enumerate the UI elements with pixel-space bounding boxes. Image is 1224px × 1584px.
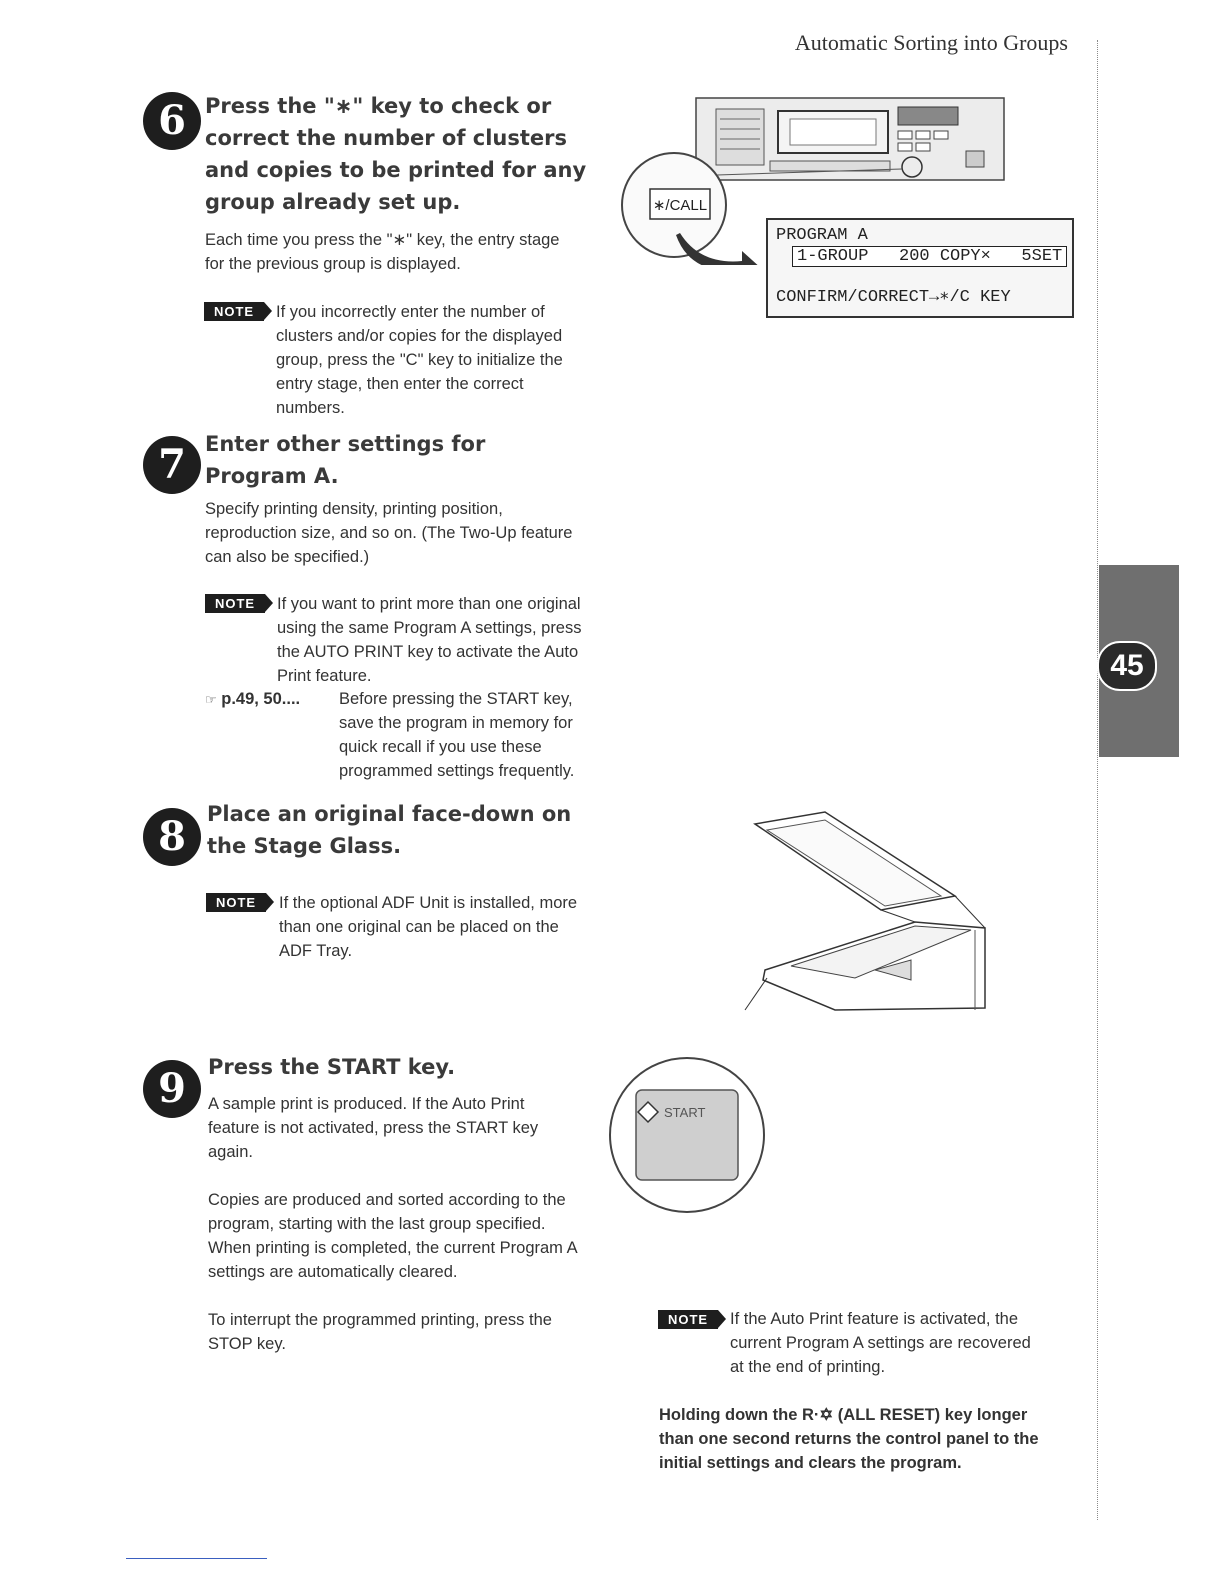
note-line: ADF Tray. [279,942,353,960]
note-line: the AUTO PRINT key to activate the Auto [277,643,579,661]
page-reference [205,687,335,712]
note-line: If the Auto Print feature is activated, the [730,1310,1019,1328]
step-6-number: 6 [143,92,201,150]
body-line: for the previous group is displayed. [205,255,461,273]
note-line: clusters and/or copies for the displayed [276,327,563,345]
step-9-number: 9 [143,1060,201,1118]
title-line: the Stage Glass. [207,834,402,858]
title-line: Press the START key. [208,1055,456,1079]
step-6-title [205,90,625,218]
running-header: Automatic Sorting into Groups [794,30,1068,55]
tip-line: Holding down the R·✡ (ALL RESET) key longer [659,1406,1028,1424]
ref-line: Before pressing the START key, [339,690,573,708]
title-line: Press the "∗" key to check or [205,94,552,118]
title-line: group already set up. [205,190,461,214]
reference-pages: p.49, 50 [221,690,282,708]
note-line: If you incorrectly enter the number of [276,303,545,321]
reference-dots: .... [281,690,301,708]
title-line: Place an original face-down on [207,802,572,826]
step-6-note [276,300,636,420]
step-9-body-3 [208,1308,628,1356]
note-line: current Program A settings are recovered [730,1334,1031,1352]
step-8-number: 8 [143,808,201,866]
body-line: reproduction size, and so on. (The Two-Up feature [205,524,573,542]
body-line: again. [208,1143,253,1161]
body-line: When printing is completed, the current Program A [208,1239,578,1257]
step-9-note [730,1307,1080,1379]
title-line: Program A. [205,464,339,488]
title-line: Enter other settings for [205,432,486,456]
body-line: Each time you press the "∗" key, the entry stage [205,231,560,249]
title-line: and copies to be printed for any [205,158,587,182]
body-line: Specify printing density, printing position, [205,500,503,518]
body-line: can also be specified.) [205,548,370,566]
step-7-title [205,428,625,492]
tip-line: than one second returns the control panel to the [659,1430,1039,1448]
lcd-line-2: 1-GROUP 200 COPY× 5SET [792,246,1067,267]
note-line: using the same Program A settings, press [277,619,582,637]
step-9-body-2 [208,1188,628,1284]
start-key-label: START [664,1105,706,1120]
body-line: STOP key. [208,1335,286,1353]
note-label: NOTE [205,594,273,613]
note-line: entry stage, then enter the correct [276,375,524,393]
note-label: NOTE [658,1310,726,1329]
ref-line: programmed settings frequently. [339,762,575,780]
tip-line: initial settings and clears the program. [659,1454,962,1472]
note-line: numbers. [276,399,345,417]
note-label: NOTE [206,893,274,912]
body-line: settings are automatically cleared. [208,1263,458,1281]
step-7-body [205,497,635,569]
title-line: correct the number of clusters [205,126,568,150]
page-number-badge: 45 [1097,641,1157,691]
body-line: Copies are produced and sorted according to the [208,1191,566,1209]
margin-divider [1097,40,1098,1520]
step-8-title [207,798,627,862]
lcd-line-1: PROGRAM A [776,226,868,245]
body-line: feature is not activated, press the START key [208,1119,539,1137]
start-key-illustration [606,1054,768,1216]
note-line: than one original can be placed on the [279,918,559,936]
step-6-body [205,228,625,276]
note-line: Print feature. [277,667,372,685]
step-7-number: 7 [143,436,201,494]
all-reset-tip [659,1403,1069,1475]
stage-glass-illustration [735,810,1000,1015]
body-line: A sample print is produced. If the Auto Print [208,1095,525,1113]
call-key-label: ∗/CALL [652,197,708,214]
step-9-title [208,1051,628,1083]
note-line: group, press the "C" key to initialize the [276,351,563,369]
step-8-note [279,891,629,963]
ref-line: quick recall if you use these [339,738,542,756]
ref-line: save the program in memory for [339,714,573,732]
lcd-line-3: CONFIRM/CORRECT→∗/C KEY [776,288,1011,307]
step-9-body [208,1092,608,1164]
note-label: NOTE [204,302,272,321]
body-line: program, starting with the last group specified. [208,1215,546,1233]
footer-rule [126,1558,267,1559]
step-7-note [277,592,627,688]
lcd-display [766,218,1074,318]
step-7-reference-text [339,687,629,783]
note-line: If you want to print more than one original [277,595,581,613]
note-line: If the optional ADF Unit is installed, more [279,894,578,912]
pointing-hand-icon: ☞ [205,692,217,707]
body-line: To interrupt the programmed printing, press the [208,1311,552,1329]
note-line: at the end of printing. [730,1358,886,1376]
